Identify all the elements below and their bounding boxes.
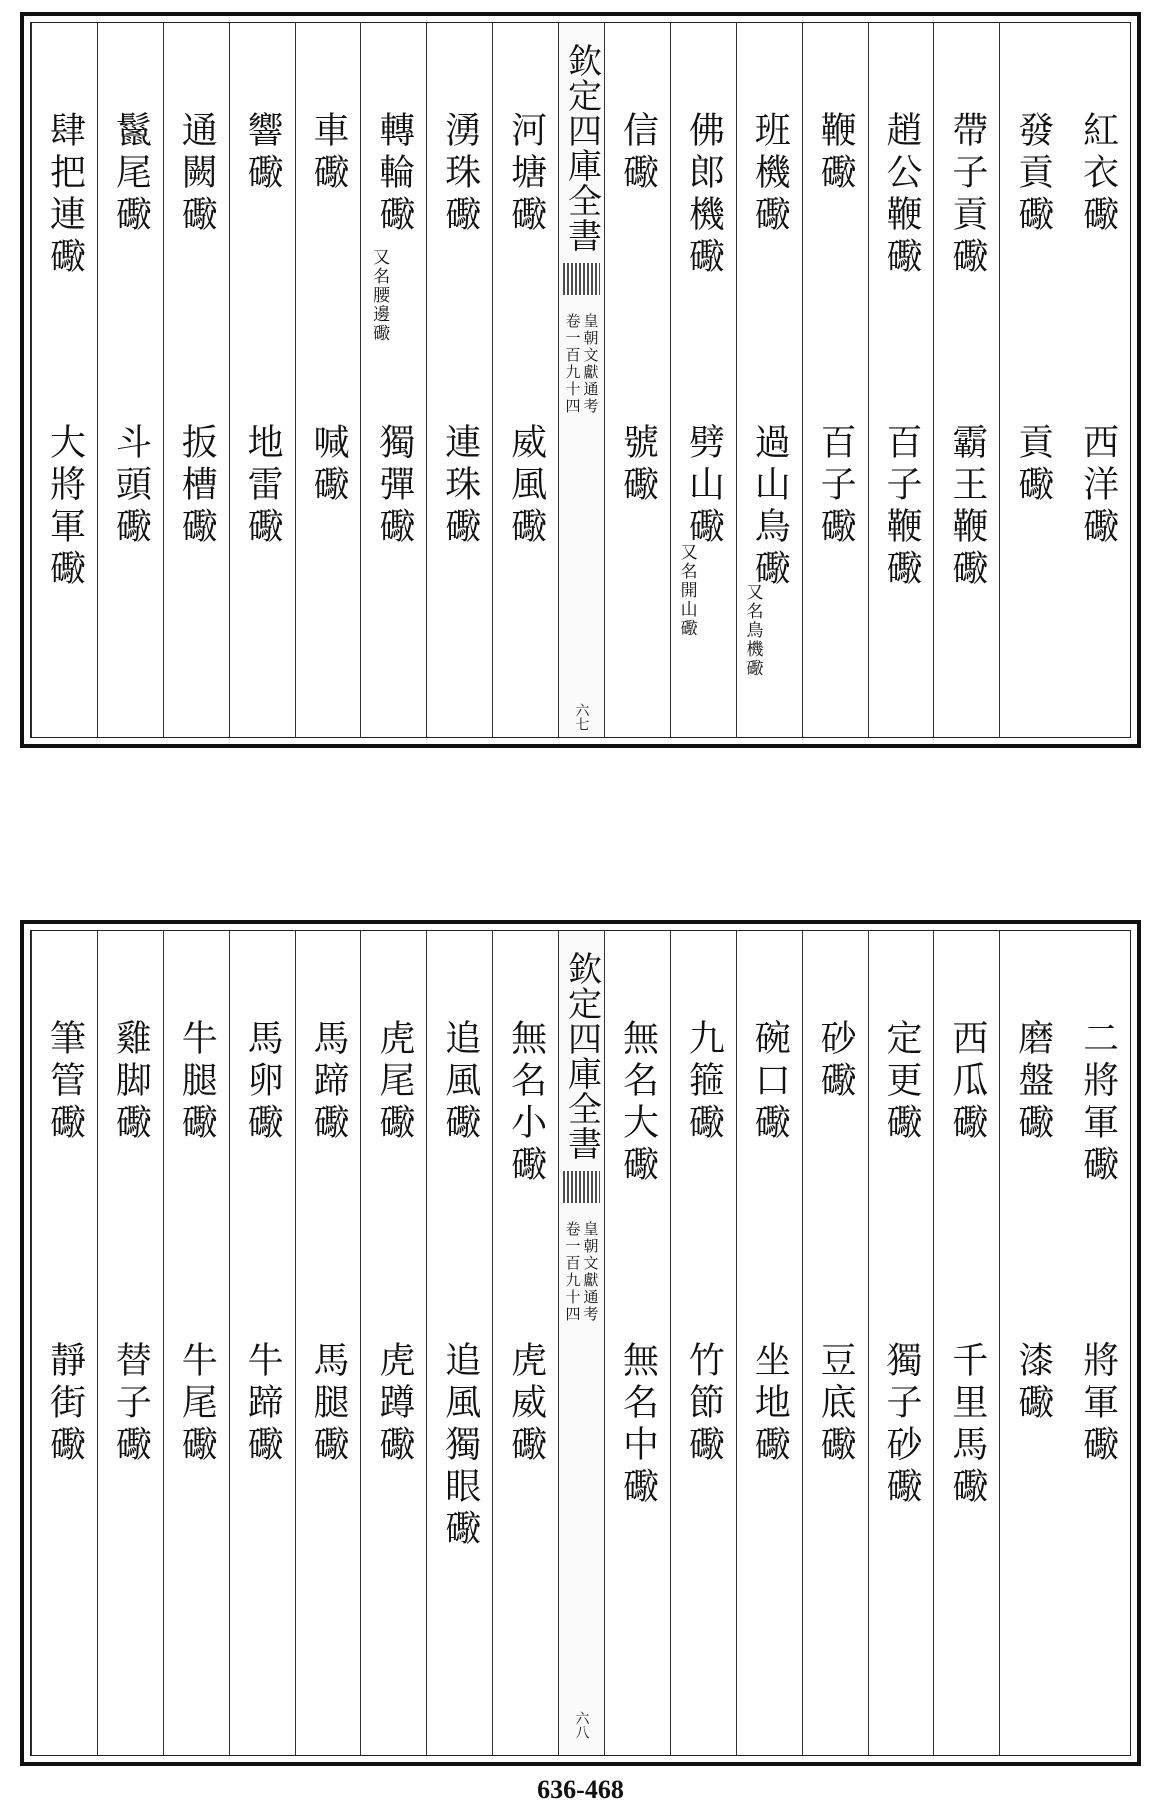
center-fold	[558, 931, 604, 1755]
column-top-text: 無名大礮	[617, 1019, 659, 1187]
column	[426, 931, 492, 1755]
column	[97, 931, 163, 1755]
column-low-text: 千里馬礮	[946, 1341, 988, 1509]
column-low-text: 喊礮	[307, 423, 349, 507]
column	[802, 23, 868, 737]
column	[1065, 23, 1130, 737]
column-annotation: 又名鳥機礮	[742, 583, 763, 678]
column	[163, 931, 229, 1755]
folio-number: 六七	[573, 703, 590, 731]
column-top-text: 筆管礮	[44, 1019, 86, 1145]
page-number: 636-468	[537, 1775, 624, 1804]
page-panel-lower	[20, 920, 1141, 1766]
column-top-text: 湧珠礮	[439, 111, 481, 237]
column-low-text: 將軍礮	[1077, 1341, 1119, 1467]
column-top-text: 碗口礮	[749, 1019, 791, 1145]
column	[229, 931, 295, 1755]
column-top-text: 二將軍礮	[1077, 1019, 1119, 1187]
column-top-text: 帶子貢礮	[946, 111, 988, 279]
fishtail-mark	[563, 1171, 600, 1203]
column-low-text: 漆礮	[1012, 1341, 1054, 1425]
fishtail-mark	[563, 263, 600, 295]
source-title	[564, 313, 600, 415]
column-low-text: 替子礮	[110, 1341, 152, 1467]
column	[868, 931, 934, 1755]
column-low-text: 地雷礮	[242, 423, 284, 549]
column-top-text: 車礮	[307, 111, 349, 195]
column-low-text: 獨子砂礮	[880, 1341, 922, 1509]
column	[933, 23, 999, 737]
column-low-text: 無名中礮	[617, 1341, 659, 1509]
column-low-text: 豆底礮	[815, 1341, 857, 1467]
source-name: 皇朝文獻通考	[581, 313, 600, 415]
column	[670, 931, 736, 1755]
column-top-text: 九箍礮	[683, 1019, 725, 1145]
column-low-text: 過山鳥礮	[749, 423, 791, 591]
column-top-text: 無名小礮	[505, 1019, 547, 1187]
book-title: 欽定四庫全書	[561, 951, 602, 1161]
column	[604, 931, 670, 1755]
column-low-text: 追風獨眼礮	[439, 1341, 481, 1551]
column-low-text: 馬腿礮	[307, 1341, 349, 1467]
column	[426, 23, 492, 737]
column	[97, 23, 163, 737]
column	[163, 23, 229, 737]
column-low-text: 斗頭礮	[110, 423, 152, 549]
column-low-text: 百子礮	[815, 423, 857, 549]
column	[31, 931, 97, 1755]
column	[736, 23, 802, 737]
column	[999, 931, 1065, 1755]
column-annotation: 又名腰邊礮	[369, 248, 390, 343]
column-low-text: 虎威礮	[505, 1341, 547, 1467]
column-top-text: 響礮	[242, 111, 284, 195]
column-top-text: 佛郎機礮	[683, 111, 725, 279]
column-top-text: 牛腿礮	[176, 1019, 218, 1145]
column	[360, 23, 426, 737]
column-top-text: 河塘礮	[505, 111, 547, 237]
column-low-text: 百子鞭礮	[880, 423, 922, 591]
column-low-text: 牛尾礮	[176, 1341, 218, 1467]
column-top-text: 鬣尾礮	[110, 111, 152, 237]
column-top-text: 趙公鞭礮	[880, 111, 922, 279]
column	[360, 931, 426, 1755]
column-low-text: 威風礮	[505, 423, 547, 549]
column	[295, 931, 361, 1755]
column-low-text: 霸王鞭礮	[946, 423, 988, 591]
column-top-text: 馬蹄礮	[307, 1019, 349, 1145]
column	[229, 23, 295, 737]
column-annotation: 又名開山礮	[676, 543, 697, 638]
column-top-text: 雞脚礮	[110, 1019, 152, 1145]
column-top-text: 肆把連礮	[44, 111, 86, 279]
column	[295, 23, 361, 737]
source-name: 皇朝文獻通考	[581, 1221, 600, 1323]
page-panel-upper	[20, 12, 1141, 748]
column-low-text: 劈山礮	[683, 423, 725, 549]
column	[670, 23, 736, 737]
column	[1065, 931, 1130, 1755]
column-low-text: 牛蹄礮	[242, 1341, 284, 1467]
column-top-text: 轉輪礮	[373, 111, 415, 237]
column	[933, 931, 999, 1755]
column-low-text: 大將軍礮	[44, 423, 86, 591]
volume-label: 卷一百九十四	[563, 313, 582, 415]
column-low-text: 獨彈礮	[373, 423, 415, 549]
column-top-text: 定更礮	[880, 1019, 922, 1145]
column	[492, 931, 558, 1755]
column-top-text: 鞭礮	[815, 111, 857, 195]
column-low-text: 貢礮	[1012, 423, 1054, 507]
page-frame	[30, 930, 1131, 1756]
column-top-text: 紅衣礮	[1077, 111, 1119, 237]
column-low-text: 扳槽礮	[176, 423, 218, 549]
book-title: 欽定四庫全書	[561, 43, 602, 253]
column-top-text: 砂礮	[815, 1019, 857, 1103]
column-top-text: 西瓜礮	[946, 1019, 988, 1145]
column	[868, 23, 934, 737]
column-top-text: 追風礮	[439, 1019, 481, 1145]
column-top-text: 通闕礮	[176, 111, 218, 237]
source-title	[564, 1221, 600, 1323]
column-top-text: 馬卵礮	[242, 1019, 284, 1145]
column	[999, 23, 1065, 737]
column-top-text: 磨盤礮	[1012, 1019, 1054, 1145]
page-frame	[30, 22, 1131, 738]
folio-number: 六八	[573, 1711, 590, 1739]
column	[31, 23, 97, 737]
column-top-text: 信礮	[617, 111, 659, 195]
volume-label: 卷一百九十四	[563, 1221, 582, 1323]
column-low-text: 連珠礮	[439, 423, 481, 549]
column-low-text: 坐地礮	[749, 1341, 791, 1467]
column-low-text: 竹節礮	[683, 1341, 725, 1467]
column	[604, 23, 670, 737]
column-top-text: 班機礮	[749, 111, 791, 237]
column	[736, 931, 802, 1755]
column-low-text: 虎蹲礮	[373, 1341, 415, 1467]
column-top-text: 虎尾礮	[373, 1019, 415, 1145]
center-fold	[558, 23, 604, 737]
column-low-text: 西洋礮	[1077, 423, 1119, 549]
column-top-text: 發貢礮	[1012, 111, 1054, 237]
column	[492, 23, 558, 737]
column	[802, 931, 868, 1755]
column-low-text: 靜街礮	[44, 1341, 86, 1467]
column-low-text: 號礮	[617, 423, 659, 507]
